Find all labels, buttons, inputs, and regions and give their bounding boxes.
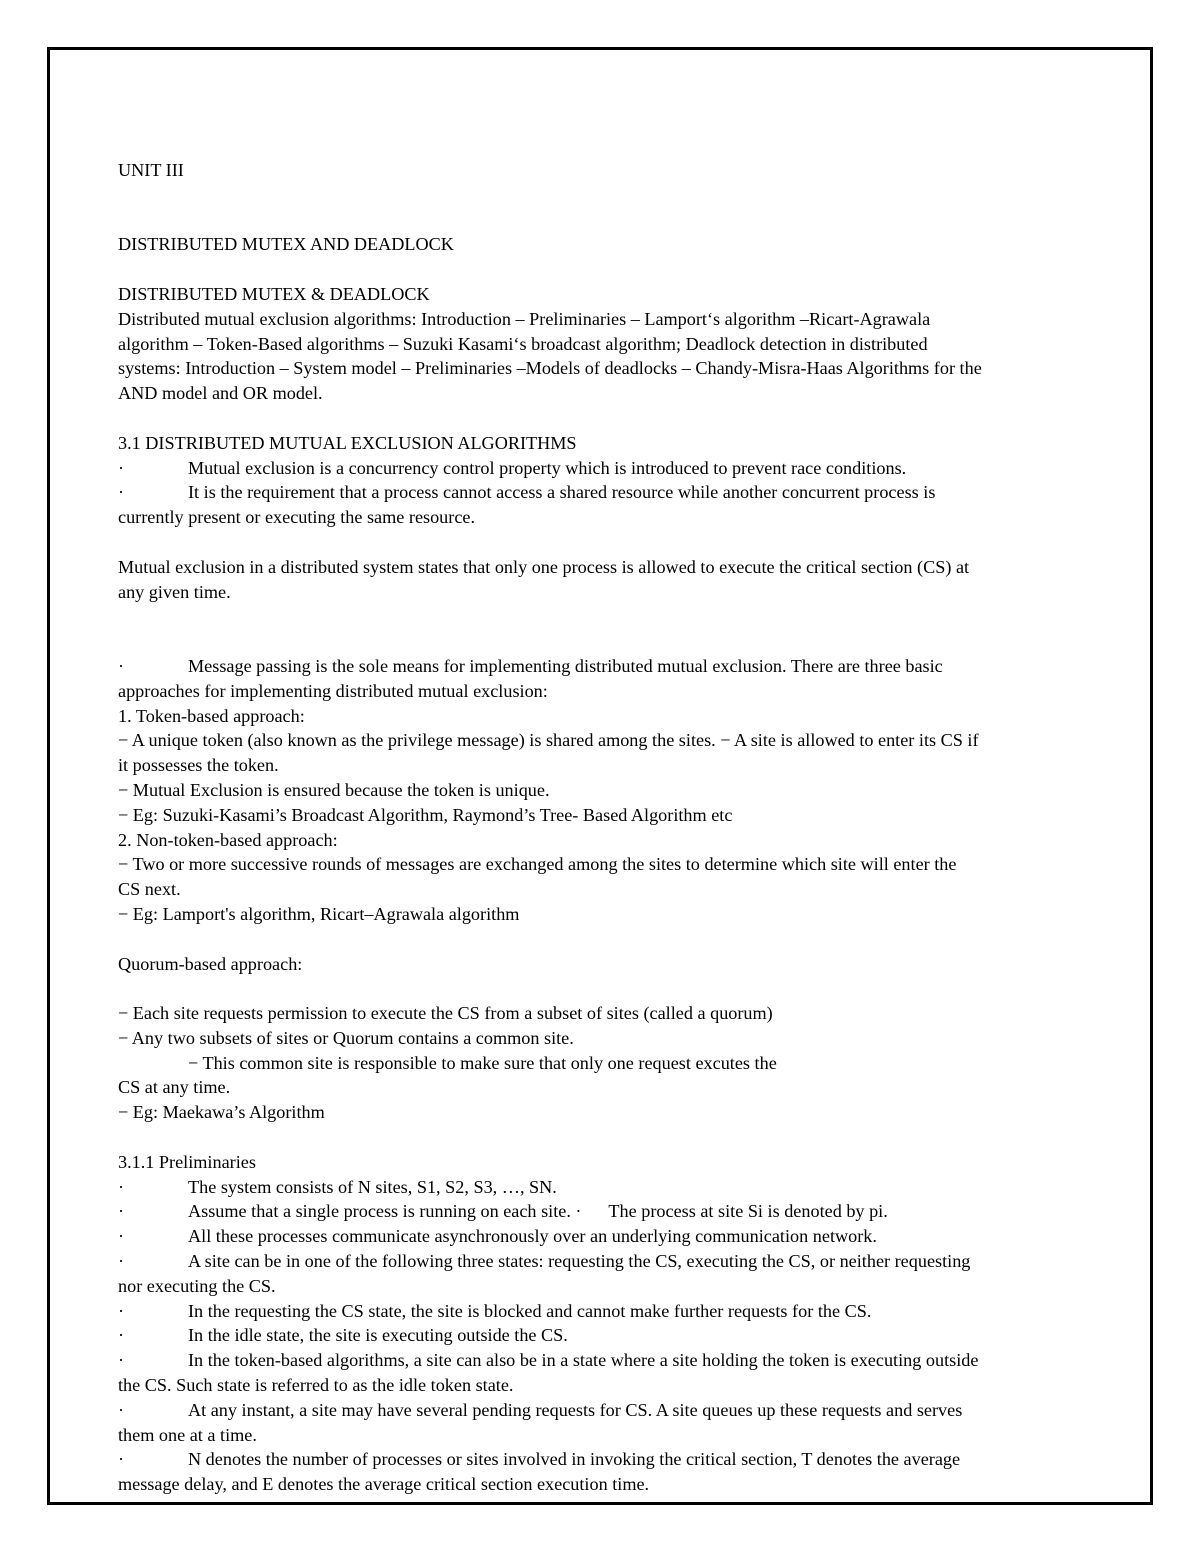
paragraph-line: Mutual exclusion in a distributed system states that only one process is allowed to execute the critical section (CS) at [118, 556, 970, 577]
bullet-text: It is the requirement that a process cannot access a shared resource while another concurrent process is [188, 482, 936, 503]
bullet-item [118, 1348, 1150, 1373]
list-item-indented: − This common site is responsible to make sure that only one request excutes the [188, 1052, 777, 1073]
bullet-text: At any instant, a site may have several pending requests for CS. A site queues up these requests and serves [188, 1399, 963, 1420]
bullet-dot: · [118, 655, 125, 676]
bullet-dot: · [118, 457, 125, 478]
bullet-text: All these processes communicate asynchronously over an underlying communication network. [188, 1226, 877, 1247]
syllabus-line: AND model and OR model. [118, 383, 323, 404]
bullet-dot: · [118, 1449, 125, 1470]
list-item: − Eg: Suzuki-Kasami’s Broadcast Algorithm, Raymond’s Tree- Based Algorithm etc [118, 804, 733, 825]
bullet-item [118, 1175, 1150, 1200]
bullet-dot: · [118, 1399, 125, 1420]
unit-label: UNIT III [118, 160, 184, 180]
bullet-item [118, 654, 1150, 679]
bullet-dot: · [118, 1176, 125, 1197]
bullet-item [118, 1299, 1150, 1324]
syllabus-line: Distributed mutual exclusion algorithms: Introduction – Preliminaries – Lamport‘s algorithm –Ricart-Agrawala [118, 308, 931, 329]
bullet-continuation: nor executing the CS. [118, 1275, 276, 1296]
bullet-item [118, 456, 1150, 481]
bullet-text: In the requesting the CS state, the site is blocked and cannot make further requests for the CS. [188, 1300, 872, 1321]
document-title: DISTRIBUTED MUTEX AND DEADLOCK [118, 234, 454, 255]
list-item-continuation: CS next. [118, 879, 181, 900]
bullet-dot: · [118, 1325, 125, 1346]
nontoken-approach-heading: 2. Non-token-based approach: [118, 829, 338, 850]
paragraph-line: any given time. [118, 581, 231, 602]
bullet-text: In the token-based algorithms, a site can also be in a state where a site holding the token is executing outside [188, 1350, 979, 1371]
bullet-dot: · [118, 1226, 125, 1247]
bullet-text: The system consists of N sites, S1, S2, S3, …, SN. [188, 1176, 557, 1197]
bullet-text: Assume that a single process is running on each site. · The process at site Si is denoted by pi. [188, 1201, 888, 1222]
bullet-dot: · [118, 482, 125, 503]
list-item: − Any two subsets of sites or Quorum contains a common site. [118, 1027, 574, 1048]
syllabus-line: systems: Introduction – System model – Preliminaries –Models of deadlocks – Chandy-Misra-Haas Algorithms for the [118, 358, 982, 379]
bullet-text: A site can be in one of the following three states: requesting the CS, executing the CS, or neither requesting [188, 1251, 971, 1272]
bullet-continuation: approaches for implementing distributed mutual exclusion: [118, 680, 548, 701]
bullet-continuation: currently present or executing the same resource. [118, 507, 476, 528]
section-heading-3-1-1: 3.1.1 Preliminaries [118, 1151, 256, 1172]
list-item: − Two or more successive rounds of messages are exchanged among the sites to determine which site will enter the [118, 854, 957, 875]
bullet-text: Message passing is the sole means for implementing distributed mutual exclusion. There are three basic [188, 655, 943, 676]
bullet-continuation: them one at a time. [118, 1424, 257, 1445]
document-body [118, 158, 1150, 1497]
list-item-continuation: it possesses the token. [118, 755, 279, 776]
section-heading-3-1: 3.1 DISTRIBUTED MUTUAL EXCLUSION ALGORITHMS [118, 432, 577, 453]
bullet-item [118, 1249, 1150, 1274]
list-item: − Each site requests permission to execute the CS from a subset of sites (called a quorum) [118, 1003, 773, 1024]
bullet-item [118, 1224, 1150, 1249]
syllabus-heading: DISTRIBUTED MUTEX & DEADLOCK [118, 283, 430, 304]
list-item: − Mutual Exclusion is ensured because the token is unique. [118, 779, 550, 800]
bullet-dot: · [118, 1201, 125, 1222]
bullet-item [118, 1447, 1150, 1472]
bullet-item [118, 1398, 1150, 1423]
syllabus-line: algorithm – Token-Based algorithms – Suzuki Kasami‘s broadcast algorithm; Deadlock detection in distributed [118, 333, 928, 354]
token-approach-heading: 1. Token-based approach: [118, 705, 305, 726]
bullet-dot: · [118, 1251, 125, 1272]
bullet-dot: · [118, 1350, 125, 1371]
bullet-item [118, 480, 1150, 505]
bullet-text: Mutual exclusion is a concurrency control property which is introduced to prevent race conditions. [188, 457, 907, 478]
list-item: − Eg: Maekawa’s Algorithm [118, 1102, 325, 1123]
bullet-text: N denotes the number of processes or sites involved in invoking the critical section, T denotes the average [188, 1449, 961, 1470]
list-item-continuation: CS at any time. [118, 1077, 231, 1098]
bullet-item [118, 1199, 1150, 1224]
bullet-item [118, 1323, 1150, 1348]
list-item: − Eg: Lamport's algorithm, Ricart–Agrawala algorithm [118, 903, 520, 924]
bullet-dot: · [118, 1300, 125, 1321]
bullet-text: In the idle state, the site is executing outside the CS. [188, 1325, 568, 1346]
quorum-approach-heading: Quorum-based approach: [118, 953, 303, 974]
list-item: − A unique token (also known as the privilege message) is shared among the sites. − A site is allowed to enter its CS if [118, 730, 979, 751]
bullet-continuation: the CS. Such state is referred to as the idle token state. [118, 1375, 514, 1396]
bullet-continuation: message delay, and E denotes the average critical section execution time. [118, 1474, 650, 1495]
